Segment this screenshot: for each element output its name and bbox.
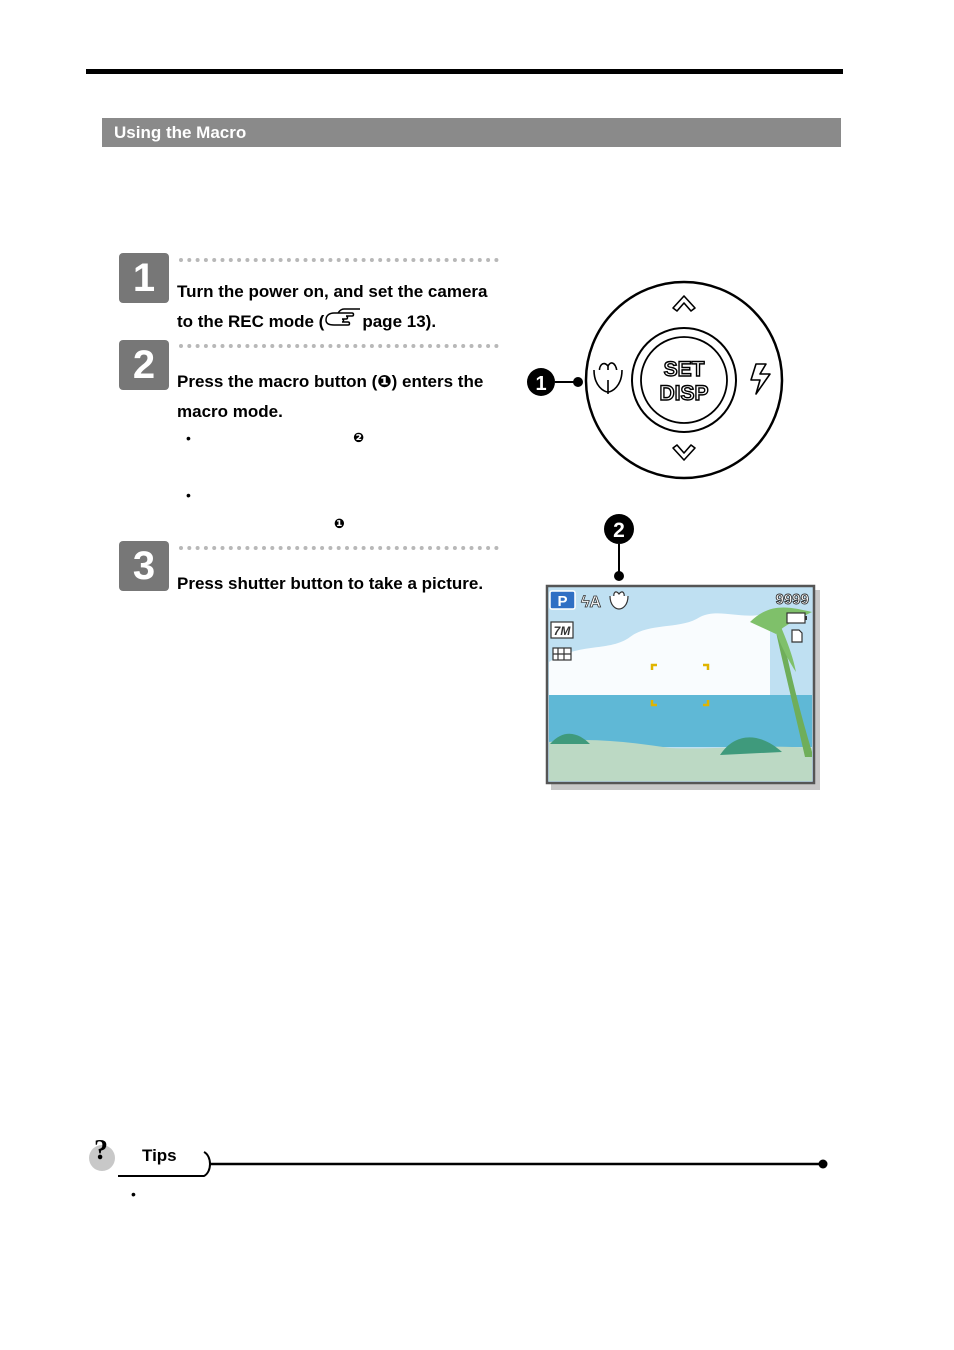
disp-label: DISP [659,382,709,405]
tips-question-mark: ? [94,1135,108,1166]
step-3-number: 3 [119,541,169,591]
step-2-bullet-2-marker: ❶ [334,516,346,531]
step-2-dotted-divider [178,343,504,349]
step-1-dotted-divider [178,257,504,263]
step-2-text [177,367,483,427]
callout-1-number: 1 [535,373,547,395]
step-1-number: 1 [119,253,169,303]
section-title: Using the Macro [102,118,841,147]
step-1-text [177,277,487,337]
step-2-line-1: Press the macro button (❶) enters the [177,372,484,391]
step-3-line-1: Press shutter button to take a picture. [177,574,484,593]
step-2-bullet-1-marker: ❷ [353,430,365,445]
step-3-text [177,569,483,599]
tips-bullet: • [131,1186,136,1202]
top-rule [86,69,843,74]
lcd-quality-icon [553,648,571,660]
tips-label: Tips [142,1146,177,1165]
step-2-line-2: macro mode. [177,402,283,421]
lcd-resolution: 7M [553,624,571,638]
step-2-bullet-1: • [186,430,191,446]
tips-line-icon [86,1132,831,1184]
step-2-bullet-2: • [186,487,191,503]
pointing-hand-icon [324,307,362,329]
step-1-line-2-prefix: to the REC mode ( [177,312,325,331]
step-1-line-2 [177,307,487,337]
callout-2-number: 2 [613,519,625,542]
set-label: SET [663,358,705,381]
lcd-screen-illustration [520,512,820,794]
lcd-mode: P [557,593,568,610]
lcd-shots-remaining: 9999 [775,591,809,608]
lcd-flash: ϟA [581,594,602,611]
step-1-line-2-suffix: page 13). [362,312,437,331]
control-dial-illustration [520,270,820,515]
step-1-line-1: Turn the power on, and set the camera [177,282,488,301]
step-2-number: 2 [119,340,169,390]
step-3-dotted-divider [178,545,504,551]
tips-header [86,1132,831,1184]
